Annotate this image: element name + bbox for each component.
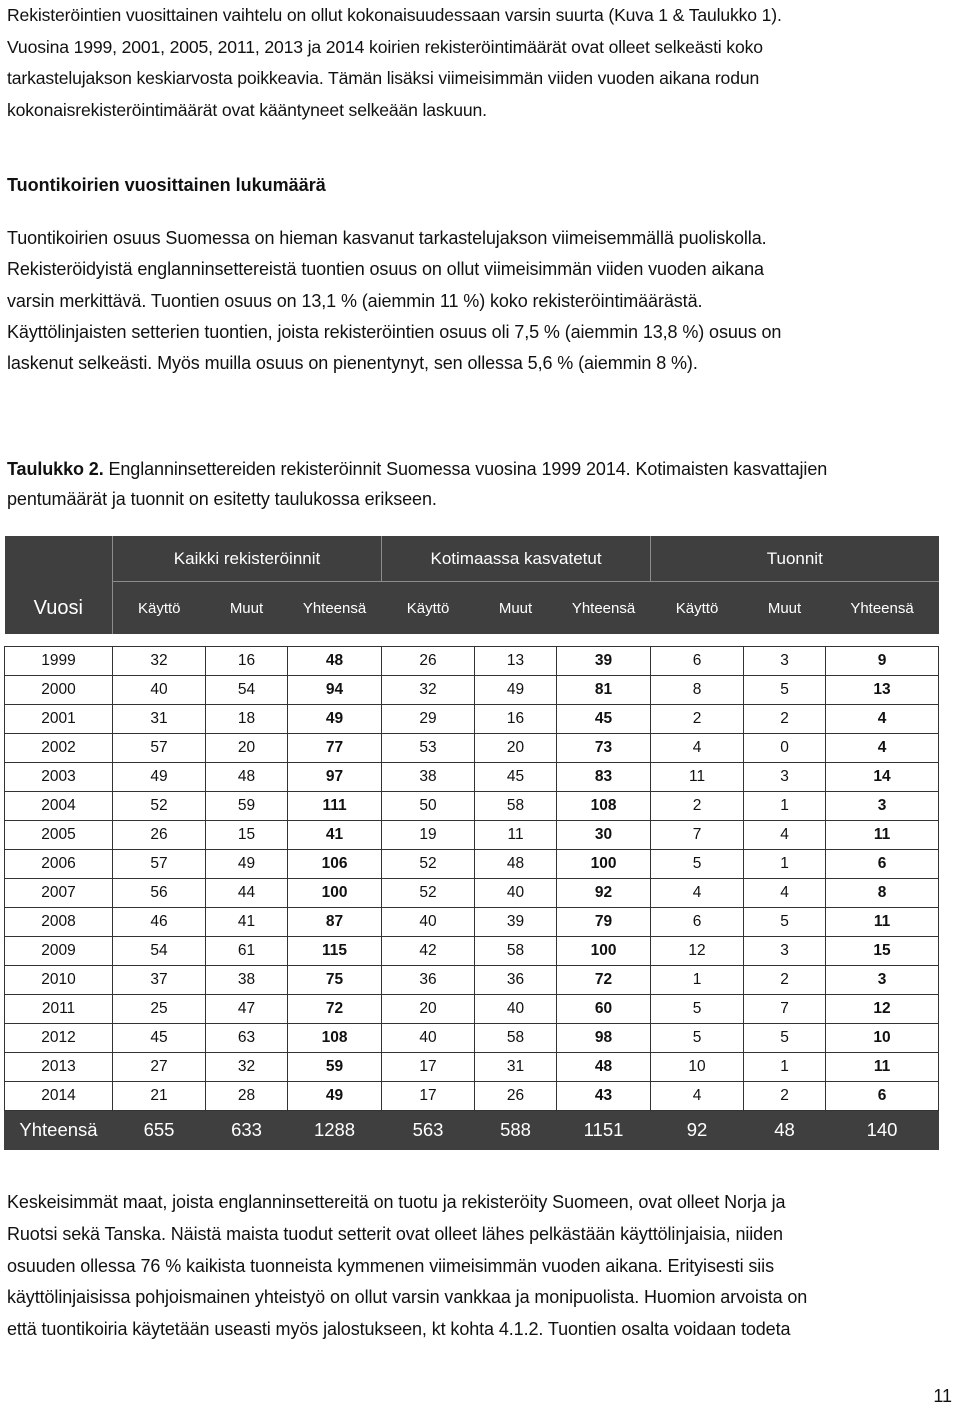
- total-value: 1151: [557, 1111, 651, 1150]
- value-cell: 11: [651, 763, 744, 792]
- intro-line: Vuosina 1999, 2001, 2005, 2011, 2013 ja 2014 koirien rekisteröintimäärät ovat olleet selkeästi koko: [7, 36, 763, 57]
- section-line: Tuontikoirien osuus Suomessa on hieman kasvanut tarkastelujakson viimeisemmällä puoliskolla.: [7, 228, 767, 248]
- section-line: Rekisteröidyistä englanninsettereistä tuontien osuus on ollut viimeisimmän viiden vuoden aikana: [7, 259, 764, 280]
- value-cell: 38: [382, 763, 475, 792]
- value-cell: 48: [206, 763, 288, 792]
- value-cell: 52: [382, 850, 475, 879]
- value-cell: 3: [744, 647, 826, 676]
- value-cell: 39: [557, 647, 651, 676]
- value-cell: 73: [557, 734, 651, 763]
- value-cell: 5: [744, 676, 826, 705]
- value-cell: 41: [288, 821, 382, 850]
- value-cell: 15: [206, 821, 288, 850]
- value-cell: 100: [288, 879, 382, 908]
- value-cell: 20: [382, 995, 475, 1024]
- group-header-domestic: Kotimaassa kasvatetut: [382, 536, 651, 582]
- value-cell: 3: [826, 792, 939, 821]
- value-cell: 4: [826, 705, 939, 734]
- year-cell: 2005: [5, 821, 113, 850]
- value-cell: 48: [557, 1053, 651, 1082]
- value-cell: 8: [826, 879, 939, 908]
- value-cell: 26: [475, 1082, 557, 1111]
- table-row: [5, 676, 939, 705]
- value-cell: 28: [206, 1082, 288, 1111]
- value-cell: 44: [206, 879, 288, 908]
- caption-label: Taulukko 2.: [7, 459, 104, 479]
- value-cell: 106: [288, 850, 382, 879]
- value-cell: 94: [288, 676, 382, 705]
- value-cell: 83: [557, 763, 651, 792]
- year-cell: 2002: [5, 734, 113, 763]
- caption-text: Englanninsettereiden rekisteröinnit Suomessa vuosina 1999 2014. Kotimaisten kasvattajien: [103, 459, 828, 479]
- closing-line: että tuontikoiria käytetään useasti myös jalostukseen, kt kohta 4.1.2. Tuontien osalta voidaan todeta: [7, 1319, 791, 1340]
- value-cell: 15: [826, 937, 939, 966]
- closing-line: käyttölinjaisissa pohjoismainen yhteistyö on ollut varsin vankkaa ja monipuolista. Huomion arvoista on: [7, 1287, 808, 1308]
- value-cell: 81: [557, 676, 651, 705]
- value-cell: 11: [826, 821, 939, 850]
- value-cell: 39: [475, 908, 557, 937]
- total-value: 588: [475, 1111, 557, 1150]
- closing-paragraph: [7, 1187, 952, 1346]
- value-cell: 11: [475, 821, 557, 850]
- subheader-cell: Yhteensä: [826, 582, 939, 635]
- value-cell: 1: [744, 792, 826, 821]
- year-cell: 2003: [5, 763, 113, 792]
- value-cell: 26: [113, 821, 206, 850]
- table-row: [5, 995, 939, 1024]
- value-cell: 61: [206, 937, 288, 966]
- group-header-imports: Tuonnit: [651, 536, 939, 582]
- value-cell: 40: [113, 676, 206, 705]
- subheader-row: [5, 582, 939, 635]
- value-cell: 40: [475, 995, 557, 1024]
- value-cell: 38: [206, 966, 288, 995]
- year-cell: 2001: [5, 705, 113, 734]
- intro-line: Rekisteröintien vuosittainen vaihtelu on ollut kokonaisuudessaan varsin suurta (Kuva 1 & Taulukko 1).: [7, 5, 782, 25]
- value-cell: 49: [475, 676, 557, 705]
- value-cell: 17: [382, 1053, 475, 1082]
- value-cell: 7: [744, 995, 826, 1024]
- value-cell: 40: [475, 879, 557, 908]
- value-cell: 32: [206, 1053, 288, 1082]
- value-cell: 72: [288, 995, 382, 1024]
- value-cell: 5: [651, 995, 744, 1024]
- value-cell: 10: [826, 1024, 939, 1053]
- value-cell: 72: [557, 966, 651, 995]
- value-cell: 37: [113, 966, 206, 995]
- value-cell: 6: [651, 647, 744, 676]
- value-cell: 30: [557, 821, 651, 850]
- value-cell: 4: [744, 879, 826, 908]
- value-cell: 4: [651, 1082, 744, 1111]
- year-cell: 2008: [5, 908, 113, 937]
- value-cell: 6: [826, 850, 939, 879]
- value-cell: 56: [113, 879, 206, 908]
- page-number: 11: [933, 1386, 952, 1406]
- value-cell: 5: [744, 908, 826, 937]
- value-cell: 1: [744, 1053, 826, 1082]
- value-cell: 77: [288, 734, 382, 763]
- value-cell: 45: [475, 763, 557, 792]
- subheader-cell: Käyttö: [382, 582, 475, 635]
- value-cell: 12: [651, 937, 744, 966]
- year-cell: 2006: [5, 850, 113, 879]
- value-cell: 45: [113, 1024, 206, 1053]
- value-cell: 58: [475, 937, 557, 966]
- total-value: 1288: [288, 1111, 382, 1150]
- closing-line: osuuden ollessa 76 % kaikista tuonneista kymmenen viimeisimmän vuoden aikana. Erityisesti siis: [7, 1255, 774, 1276]
- section-line: laskenut selkeästi. Myös muilla osuus on pienentynyt, sen ollessa 5,6 % (aiemmin 8 %).: [7, 353, 698, 374]
- table-row: [5, 734, 939, 763]
- total-row: [5, 1111, 939, 1150]
- value-cell: 4: [744, 821, 826, 850]
- value-cell: 59: [206, 792, 288, 821]
- year-cell: 1999: [5, 647, 113, 676]
- value-cell: 31: [475, 1053, 557, 1082]
- value-cell: 20: [206, 734, 288, 763]
- value-cell: 7: [651, 821, 744, 850]
- value-cell: 54: [113, 937, 206, 966]
- value-cell: 100: [557, 850, 651, 879]
- value-cell: 14: [826, 763, 939, 792]
- value-cell: 6: [826, 1082, 939, 1111]
- table-row: [5, 879, 939, 908]
- subheader-cell: Yhteensä: [557, 582, 651, 635]
- value-cell: 49: [288, 705, 382, 734]
- value-cell: 11: [826, 908, 939, 937]
- value-cell: 115: [288, 937, 382, 966]
- total-value: 48: [744, 1111, 826, 1150]
- subheader-cell: Muut: [206, 582, 288, 635]
- value-cell: 43: [557, 1082, 651, 1111]
- value-cell: 54: [206, 676, 288, 705]
- value-cell: 16: [475, 705, 557, 734]
- section-line: varsin merkittävä. Tuontien osuus on 13,1 % (aiemmin 11 %) koko rekisteröintimäärästä.: [7, 290, 703, 311]
- total-label: Yhteensä: [5, 1111, 113, 1150]
- value-cell: 11: [826, 1053, 939, 1082]
- section-heading: Tuontikoirien vuosittainen lukumäärä: [7, 175, 326, 195]
- value-cell: 2: [744, 705, 826, 734]
- value-cell: 25: [113, 995, 206, 1024]
- value-cell: 10: [651, 1053, 744, 1082]
- year-cell: 2013: [5, 1053, 113, 1082]
- caption-text-line2: pentumäärät ja tuonnit on esitetty taulukossa erikseen.: [7, 488, 437, 509]
- value-cell: 2: [651, 705, 744, 734]
- year-cell: 2000: [5, 676, 113, 705]
- subheader-cell: Muut: [744, 582, 826, 635]
- value-cell: 5: [651, 850, 744, 879]
- value-cell: 108: [557, 792, 651, 821]
- value-cell: 97: [288, 763, 382, 792]
- value-cell: 2: [744, 966, 826, 995]
- value-cell: 12: [826, 995, 939, 1024]
- value-cell: 57: [113, 850, 206, 879]
- value-cell: 19: [382, 821, 475, 850]
- section-paragraph: [7, 223, 952, 379]
- value-cell: 49: [206, 850, 288, 879]
- table-row: [5, 821, 939, 850]
- value-cell: 46: [113, 908, 206, 937]
- value-cell: 18: [206, 705, 288, 734]
- subheader-cell: Muut: [475, 582, 557, 635]
- value-cell: 27: [113, 1053, 206, 1082]
- intro-line: kokonaisrekisteröintimäärät ovat kääntyneet selkeään laskuun.: [7, 99, 487, 120]
- value-cell: 63: [206, 1024, 288, 1053]
- year-cell: 2012: [5, 1024, 113, 1053]
- table-body: [5, 647, 939, 1150]
- value-cell: 41: [206, 908, 288, 937]
- table-row: [5, 647, 939, 676]
- value-cell: 58: [475, 1024, 557, 1053]
- value-cell: 6: [651, 908, 744, 937]
- value-cell: 48: [475, 850, 557, 879]
- value-cell: 87: [288, 908, 382, 937]
- value-cell: 53: [382, 734, 475, 763]
- value-cell: 2: [651, 792, 744, 821]
- value-cell: 17: [382, 1082, 475, 1111]
- value-cell: 40: [382, 1024, 475, 1053]
- group-header-all: Kaikki rekisteröinnit: [113, 536, 382, 582]
- table-row: [5, 1053, 939, 1082]
- section-line: Käyttölinjaisten setterien tuontien, joista rekisteröintien osuus oli 7,5 % (aiemmin 13,8 %) osuus on: [7, 321, 782, 342]
- value-cell: 36: [382, 966, 475, 995]
- value-cell: 52: [382, 879, 475, 908]
- value-cell: 32: [382, 676, 475, 705]
- year-cell: 2007: [5, 879, 113, 908]
- year-cell: 2014: [5, 1082, 113, 1111]
- value-cell: 4: [826, 734, 939, 763]
- value-cell: 79: [557, 908, 651, 937]
- value-cell: 3: [744, 763, 826, 792]
- value-cell: 20: [475, 734, 557, 763]
- subheader-cell: Yhteensä: [288, 582, 382, 635]
- value-cell: 111: [288, 792, 382, 821]
- table-row: [5, 792, 939, 821]
- total-value: 140: [826, 1111, 939, 1150]
- total-value: 92: [651, 1111, 744, 1150]
- intro-line: tarkastelujakson keskiarvosta poikkeavia. Tämän lisäksi viimeisimmän viiden vuoden aikana rodun: [7, 68, 760, 88]
- value-cell: 50: [382, 792, 475, 821]
- table-row: [5, 1082, 939, 1111]
- value-cell: 21: [113, 1082, 206, 1111]
- value-cell: 13: [475, 647, 557, 676]
- value-cell: 3: [744, 937, 826, 966]
- value-cell: 9: [826, 647, 939, 676]
- subheader-cell: Käyttö: [113, 582, 206, 635]
- value-cell: 4: [651, 879, 744, 908]
- value-cell: 92: [557, 879, 651, 908]
- value-cell: 32: [113, 647, 206, 676]
- value-cell: 60: [557, 995, 651, 1024]
- value-cell: 36: [475, 966, 557, 995]
- table-row: [5, 705, 939, 734]
- value-cell: 40: [382, 908, 475, 937]
- closing-line: Ruotsi sekä Tanska. Näistä maista tuodut setterit ovat olleet lähes pelkästään käyttölinjaisia, niiden: [7, 1223, 783, 1244]
- year-column-header: Vuosi: [5, 536, 113, 634]
- table-row: [5, 850, 939, 879]
- value-cell: 98: [557, 1024, 651, 1053]
- value-cell: 45: [557, 705, 651, 734]
- table-row: [5, 966, 939, 995]
- value-cell: 49: [288, 1082, 382, 1111]
- table-caption: [7, 455, 952, 514]
- value-cell: 4: [651, 734, 744, 763]
- year-cell: 2010: [5, 966, 113, 995]
- total-value: 633: [206, 1111, 288, 1150]
- value-cell: 52: [113, 792, 206, 821]
- value-cell: 3: [826, 966, 939, 995]
- intro-paragraph: [7, 0, 952, 126]
- table-row: [5, 1024, 939, 1053]
- closing-line: Keskeisimmät maat, joista englanninsettereitä on tuotu ja rekisteröity Suomeen, ovat olleet Norja ja: [7, 1192, 786, 1212]
- total-value: 563: [382, 1111, 475, 1150]
- value-cell: 1: [651, 966, 744, 995]
- total-value: 655: [113, 1111, 206, 1150]
- value-cell: 108: [288, 1024, 382, 1053]
- value-cell: 58: [475, 792, 557, 821]
- table-row: [5, 763, 939, 792]
- table-row: [5, 937, 939, 966]
- value-cell: 49: [113, 763, 206, 792]
- value-cell: 48: [288, 647, 382, 676]
- value-cell: 29: [382, 705, 475, 734]
- value-cell: 2: [744, 1082, 826, 1111]
- value-cell: 5: [651, 1024, 744, 1053]
- value-cell: 100: [557, 937, 651, 966]
- value-cell: 42: [382, 937, 475, 966]
- year-cell: 2004: [5, 792, 113, 821]
- value-cell: 59: [288, 1053, 382, 1082]
- year-cell: 2011: [5, 995, 113, 1024]
- value-cell: 47: [206, 995, 288, 1024]
- value-cell: 0: [744, 734, 826, 763]
- table-row: [5, 908, 939, 937]
- year-cell: 2009: [5, 937, 113, 966]
- value-cell: 16: [206, 647, 288, 676]
- value-cell: 1: [744, 850, 826, 879]
- registrations-table: [4, 536, 939, 1150]
- value-cell: 75: [288, 966, 382, 995]
- value-cell: 57: [113, 734, 206, 763]
- subheader-cell: Käyttö: [651, 582, 744, 635]
- value-cell: 31: [113, 705, 206, 734]
- value-cell: 5: [744, 1024, 826, 1053]
- value-cell: 26: [382, 647, 475, 676]
- value-cell: 8: [651, 676, 744, 705]
- value-cell: 13: [826, 676, 939, 705]
